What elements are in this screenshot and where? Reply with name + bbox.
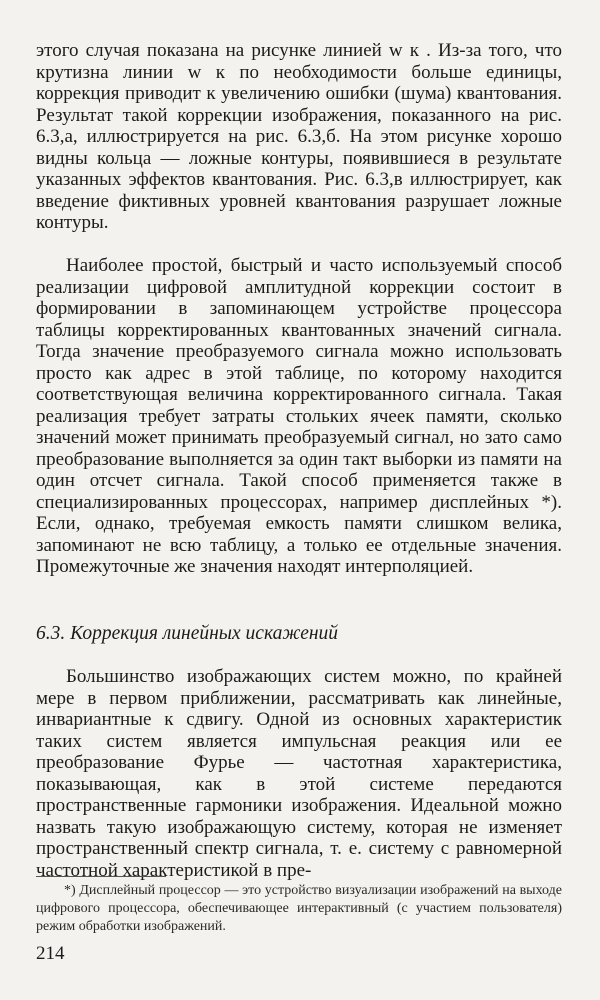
paragraph-continuation: этого случая показана на рисунке линией w к . Из-за того, что крутизна линии w к по необходимости больше единицы, коррекция приводит к увеличению ошибки (шума) квантования. Результат такой коррекции изображения, показанного на рис. 6.3,а, иллюстрируется на рис. 6.3,б. На этом рисунке хорошо видны кольца — ложные контуры, появившиеся в результате указанных эффектов квантования. Рис. 6.3,в иллюстрирует, как введение фиктивных уровней квантования разрушает ложные контуры.	[36, 40, 562, 233]
footnote-text: *) Дисплейный процессор — это устройство визуализации изображений на выходе цифрового процессора, обеспечивающее интерактивный (с участием пользователя) режим обработки изображений.	[36, 883, 562, 934]
section-heading: 6.3. Коррекция линейных искажений	[36, 623, 339, 644]
footnote	[36, 882, 562, 936]
paragraph-block-implementation	[36, 255, 562, 578]
paragraph-implementation: Наиболее простой, быстрый и часто используемый способ реализации цифровой амплитудной коррекции состоит в формировании в запоминающем устройстве процессора таблицы корректированных квантованных значений сигнала. Тогда значение преобразуемого сигнала можно использовать просто как адрес в этой таблице, по которому находится соответствующая величина корректированного сигнала. Такая реализация требует затраты стольких ячеек памяти, сколько значений может принимать преобразуемый сигнал, но зато само преобразование выполняется за один такт выборки из памяти на один отсчет сигнала. Такой способ применяется также в специализированных процессорах, например дисплейных *). Если, однако, требуемая емкость памяти слишком велика, запоминают не всю таблицу, а только ее отдельные значения. Промежуточные же значения находят интерполяцией.	[36, 255, 562, 577]
paragraph-block-section	[36, 666, 562, 881]
page-number: 214	[36, 943, 65, 964]
paragraph-section-intro: Большинство изображающих систем можно, по крайней мере в первом приближении, рассматривать как линейные, инвариантные к сдвигу. Одной из основных характеристик таких систем является импульсная реакция или ее преобразование Фурье — частотная характеристика, показывающая, как в этой системе передаются пространственные гармоники изображения. Идеальной можно назвать такую изображающую систему, которая не изменяет пространственный спектр сигнала, т. е. систему с равномерной частотной характеристикой в пре-	[36, 666, 562, 881]
footnote-divider	[36, 876, 166, 877]
paragraph-block-top	[36, 40, 562, 234]
